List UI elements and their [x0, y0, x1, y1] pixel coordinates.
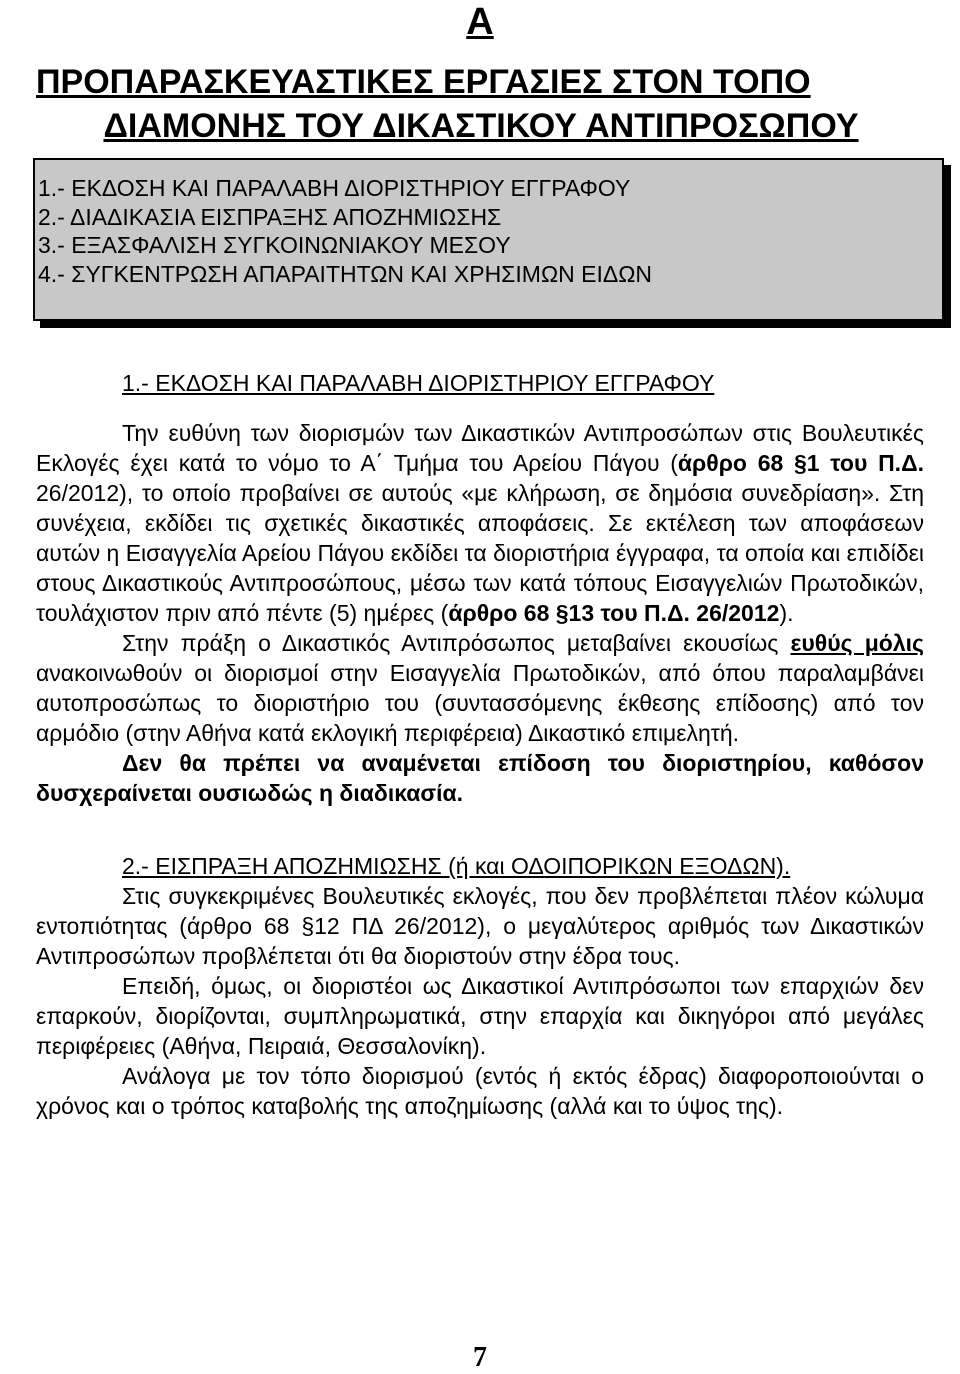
paragraph-text: Στην πράξη ο Δικαστικός Αντιπρόσωπος μεταβαίνει εκουσίως — [122, 630, 791, 656]
contents-item-3: 3.- ΕΞΑΣΦΑΛΙΣΗ ΣΥΓΚΟΙΝΩΝΙΑΚΟΥ ΜΕΣΟΥ — [38, 232, 511, 258]
section-2-heading: 2.- ΕΙΣΠΡΑΞΗ ΑΠΟΖΗΜΙΩΣΗΣ (ή και ΟΔΟΙΠΟΡΙΚΩΝ ΕΞΟΔΩΝ). — [122, 853, 791, 879]
contents-item-1: 1.- ΕΚΔΟΣΗ ΚΑΙ ΠΑΡΑΛΑΒΗ ΔΙΟΡΙΣΤΗΡΙΟΥ ΕΓΓΡΑΦΟΥ — [38, 175, 631, 201]
contents-item-2: 2.- ΔΙΑΔΙΚΑΣΙΑ ΕΙΣΠΡΑΞΗΣ ΑΠΟΖΗΜΙΩΣΗΣ — [38, 203, 502, 230]
paragraph-text: 26/2012), το οποίο προβαίνει σε αυτούς «με κλήρωση, σε δημόσια συνεδρίαση». Στη συνέχεια, εκδίδει τις σχετικές δικαστικές αποφάσεις. Σε εκτέλεση των αποφάσεων αυτών η Εισαγγελία Αρείου Πάγου εκδίδει τα διοριστήρια έγγραφα, τα οποία και επιδίδει στους Δικαστικούς Αντιπροσώπους, μέσω των κατά τόπους Εισαγγελιών Πρωτοδικών, τουλάχιστον πριν από πέντε (5) ημέρες ( — [36, 480, 924, 626]
contents-box — [33, 158, 944, 321]
paragraph-text: ανακοινωθούν οι διορισμοί στην Εισαγγελία Πρωτοδικών, από όπου παραλαμβάνει αυτοπροσώπως το διοριστήριο του (συντασσόμενης έκθεσης επίδοσης) από τον αρμόδιο (στην Αθήνα κατά εκλογική περιφέρεια) Δικαστικό επιμελητή. — [36, 660, 924, 746]
document-body — [36, 368, 924, 1121]
contents-item-4: 4.- ΣΥΓΚΕΝΤΡΩΣΗ ΑΠΑΡΑΙΤΗΤΩΝ ΚΑΙ ΧΡΗΣΙΜΩΝ ΕΙΔΩΝ — [38, 260, 653, 287]
section-1-heading: 1.- ΕΚΔΟΣΗ ΚΑΙ ΠΑΡΑΛΑΒΗ ΔΙΟΡΙΣΤΗΡΙΟΥ ΕΓΓΡΑΦΟΥ — [122, 370, 715, 396]
paragraph-text: Την ευθύνη των διορισμών των Δικαστικών Αντιπροσώπων στις Βουλευτικές Εκλογές έχει κατά το νόμο το Α΄ Τμήμα του Αρείου Πάγου ( — [36, 420, 924, 476]
page-number: 7 — [473, 1342, 487, 1373]
section-1-paragraph-2 — [36, 628, 924, 748]
page-title-line-2: ΔΙΑΜΟΝΗΣ ΤΟΥ ΔΙΚΑΣΤΙΚΟΥ ΑΝΤΙΠΡΟΣΩΠΟΥ — [103, 107, 859, 145]
page-title-line-1: ΠΡΟΠΑΡΑΣΚΕΥΑΣΤΙΚΕΣ ΕΡΓΑΣΙΕΣ ΣΤΟΝ ΤΟΠΟ — [36, 63, 811, 101]
page-title — [36, 60, 926, 148]
page-letter: Α — [466, 1, 494, 43]
section-1-note: Δεν θα πρέπει να αναμένεται επίδοση του διοριστηρίου, καθόσον δυσχεραίνεται ουσιωδώς η διαδικασία. — [36, 750, 924, 806]
legal-reference: άρθρο 68 §13 του Π.Δ. 26/2012 — [448, 600, 780, 626]
section-1-paragraph-1 — [36, 418, 924, 628]
section-2-paragraph-3: Ανάλογα με τον τόπο διορισμού (εντός ή εκτός έδρας) διαφοροποιούνται ο χρόνος και ο τρόπος καταβολής της αποζημίωσης (αλλά και το ύψος της). — [36, 1063, 924, 1119]
section-2-paragraph-1: Στις συγκεκριμένες Βουλευτικές εκλογές, που δεν προβλέπεται πλέον κώλυμα εντοπιότητας (άρθρο 68 §12 ΠΔ 26/2012), ο μεγαλύτερος αριθμός των Δικαστικών Αντιπροσώπων προβλέπεται ότι θα διοριστούν στην έδρα τους. — [36, 883, 924, 969]
section-2-paragraph-2: Επειδή, όμως, οι διοριστέοι ως Δικαστικοί Αντιπρόσωποι των επαρχιών δεν επαρκούν, διορίζονται, συμπληρωματικά, στην επαρχία και δικηγόροι από μεγάλες περιφέρειες (Αθήνα, Πειραιά, Θεσσαλονίκη). — [36, 973, 924, 1059]
emphasis-text: ευθύς μόλις — [790, 630, 924, 656]
paragraph-text: ). — [779, 600, 794, 626]
legal-reference: άρθρο 68 §1 του Π.Δ. — [677, 450, 924, 476]
